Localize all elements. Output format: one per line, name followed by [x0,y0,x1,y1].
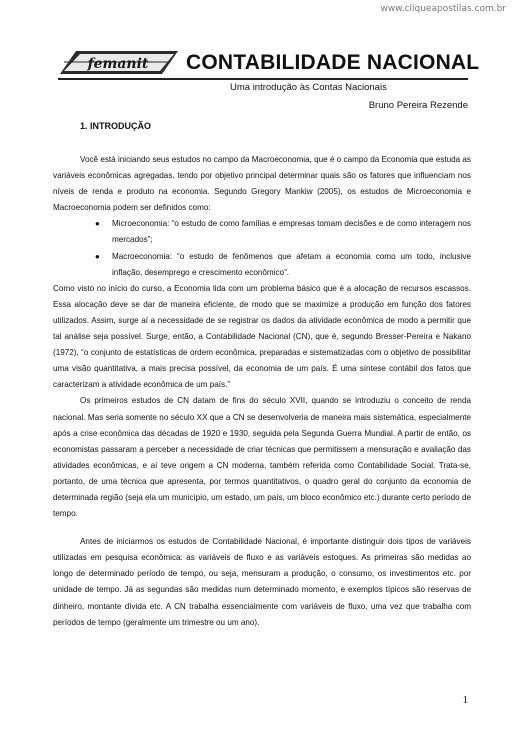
paragraph-3: Os primeiros estudos de CN datam de fins do século XVII, quando se introduziu o conceito de renda nacional. Mas seria somente no século XX que a CN se desenvolveria de maneira mais sistemática, especialmente após a crise econômica das décadas de 1920 e 1930, seguida pela Segunda Guerra Mundial. A partir de então, os economistas passaram a perceber a necessidade de criar técnicas que permitissem a mensuração e avaliação das atividades econômicas, e aí teve origem a CN moderna, também referida como Contabilidade Social. Trata-se, portanto, de uma técnica que apresenta, por termos quantitativos, o quadro geral do conjunto da economia de determinada região (seja ela um município, um estado, um país, um bloco econômico etc.) durante certo período de tempo. [53,396,471,519]
document-subtitle: Uma introdução às Contas Nacionais [230,82,387,93]
list-item [53,216,471,248]
bullet-icon: ● [95,219,100,229]
definition-list [53,216,471,280]
watermark-url: www.cliqueapostilas.com.br [380,4,506,14]
paragraph-4: Antes de iniciarmos os estudos de Contabilidade Nacional, é importante distinguir dois tipos de variáveis utilizadas em pesquisa econômica: as variáveis de fluxo e as variáveis estoques. As primeiras são medidas ao longo de determinado período de tempo, ou seja, mensuram a produção, o consumo, os investimentos etc. por unidade de tempo. Já as segundas são medidas num determinado momento, e exemplos típicos são reservas de dinheiro, montante dívida etc. A CN trabalha essencialmente com variáveis de fluxo, uma vez que trabalha com períodos de tempo (geralmente um trimestre ou um ano). [53,537,471,627]
bullet-icon: ● [95,251,100,261]
logo-femanit [58,50,178,80]
list-item [53,249,471,281]
author-name: Bruno Pereira Rezende [368,100,468,111]
document-title: CONTABILIDADE NACIONAL [186,51,480,74]
bullet-text-microeconomia: Microeconomia: “o estudo de como famílias e empresas tomam decisões e de como interagem nos mercados”; [112,219,471,245]
section-heading: 1. INTRODUÇÃO [80,121,152,131]
document-body [53,152,471,631]
page-number: 1 [462,694,468,706]
bullet-text-macroeconomia: Macroeconomia: “o estudo de fenômenos que afetam a economia como um todo, inclusive inflação, desemprego e crescimento econômico”. [112,251,471,277]
paragraph-1: Você está iniciando seus estudos no campo da Macroeconomia, que é o campo da Economia que estuda as variáveis econômicas agregadas, tendo por objetivo principal determinar quais são os fatores que influenciam nos níveis de renda e produto na economia. Segundo Gregory Mankiw (2005), os estudos de Microeconomia e Macroeconomia podem ser definidos como: [53,155,471,213]
paragraph-2: Como visto no início do curso, a Economia lida com um problema básico que é a alocação de recursos escassos. Essa alocação deve se dar de maneira eficiente, de modo que se maximize a produção em função dos fatores utilizados. Assim, surge aí a necessidade de se registrar os dados da atividade econômica de modo a permitir que tal análise seja possível. Surge, então, a Contabilidade Nacional (CN), que é, segundo Bresser-Pereira e Nakano (1972), “o conjunto de estatísticas de ordem econômica, preparadas e sistematizadas com o objetivo de possibilitar uma visão quantitativa, a mais precisa possível, da economia de um país. É uma síntese contábil dos fatos que caracterizam a atividade econômica de um país.” [53,283,471,390]
title-underline [58,78,468,80]
logo-text: femanit [87,56,149,72]
